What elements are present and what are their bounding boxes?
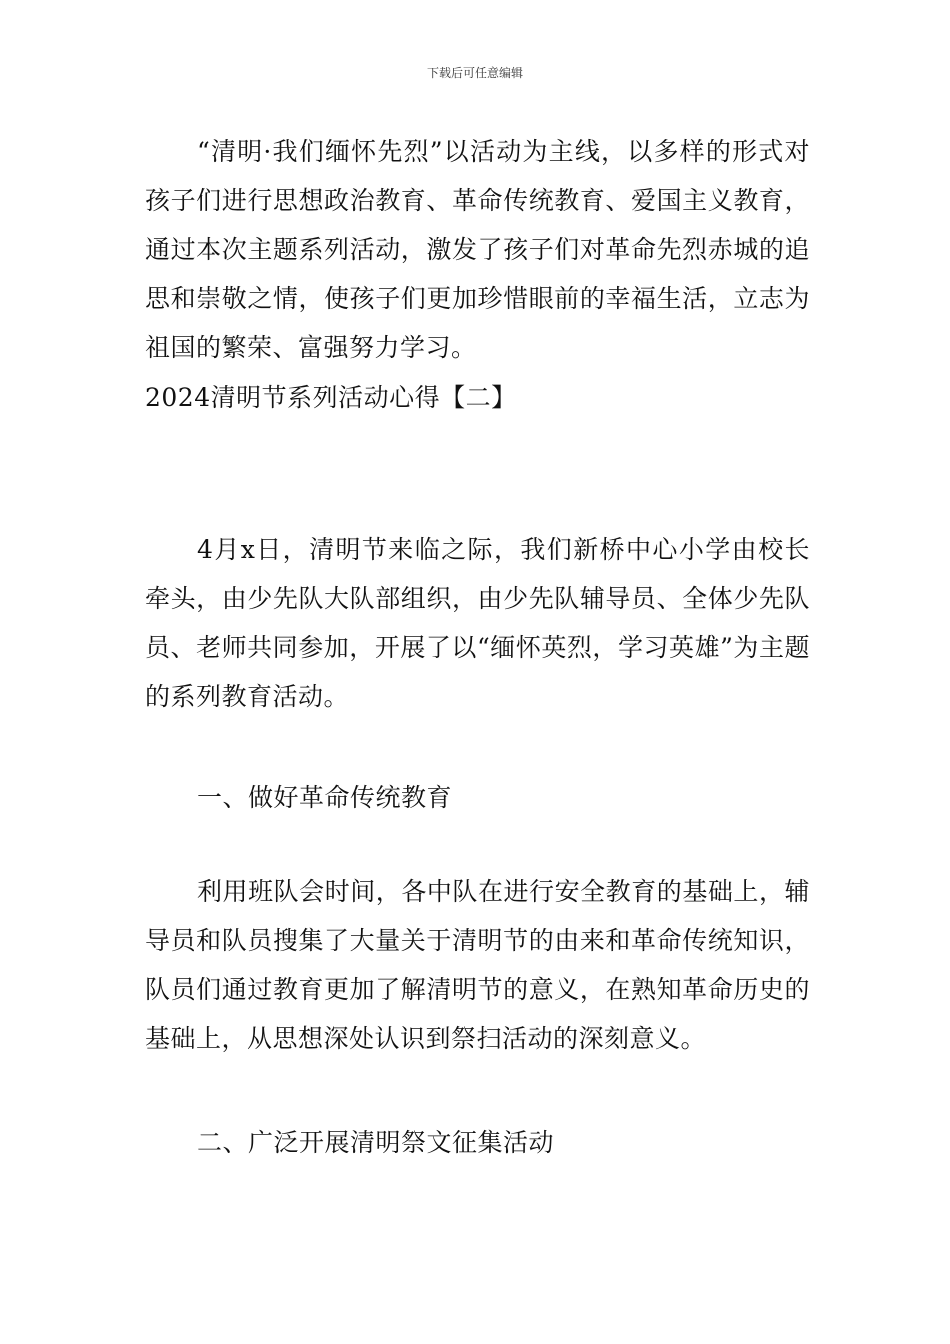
subheading-block-2	[145, 1118, 810, 1167]
subheading-2: 二、广泛开展清明祭文征集活动	[197, 1128, 555, 1157]
section-title: 2024清明节系列活动心得【二】	[145, 383, 517, 412]
section-title-block	[145, 373, 810, 422]
paragraph-block-3	[145, 867, 810, 1063]
document-body	[145, 127, 810, 372]
paragraph-block-2	[145, 525, 810, 721]
paragraph-3: 利用班队会时间，各中队在进行安全教育的基础上，辅导员和队员搜集了大量关于清明节的由来和革命传统知识，队员们通过教育更加了解清明节的意义，在熟知革命历史的基础上，从思想深处认识到祭扫活动的深刻意义。	[145, 877, 810, 1053]
header-note: 下载后可任意编辑	[426, 66, 523, 80]
paragraph-2: 4月x日，清明节来临之际，我们新桥中心小学由校长牵头，由少先队大队部组织，由少先队辅导员、全体少先队员、老师共同参加，开展了以“缅怀英烈，学习英雄”为主题的系列教育活动。	[145, 535, 810, 711]
intro-paragraph: “清明·我们缅怀先烈”以活动为主线，以多样的形式对孩子们进行思想政治教育、革命传统教育、爱国主义教育，通过本次主题系列活动，激发了孩子们对革命先烈赤城的追思和崇敬之情，使孩子们更加珍惜眼前的幸福生活，立志为祖国的繁荣、富强努力学习。	[145, 137, 810, 362]
subheading-1: 一、做好革命传统教育	[197, 783, 453, 812]
subheading-block-1	[145, 773, 810, 822]
